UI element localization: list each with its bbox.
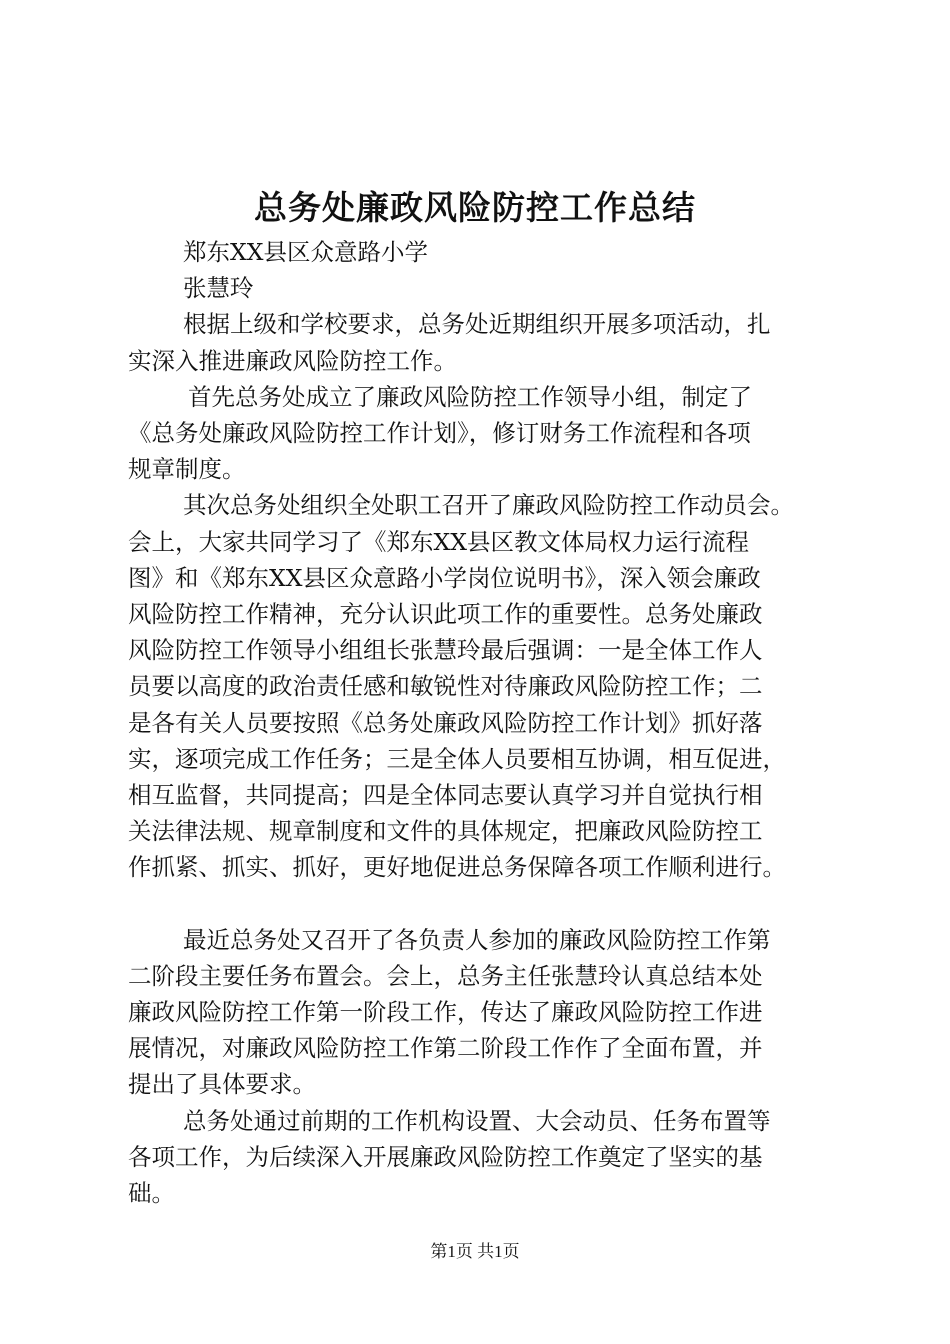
- paragraph-line: 风险防控工作领导小组组长张慧玲最后强调：一是全体工作人: [128, 636, 763, 665]
- paragraph-line: 《总务处廉政风险防控工作计划》，修订财务工作流程和各项: [128, 419, 751, 448]
- paragraph-line: 总务处通过前期的工作机构设置、大会动员、任务布置等: [183, 1106, 771, 1135]
- paragraph-line: 是各有关人员要按照《总务处廉政风险防控工作计划》抓好落: [128, 708, 763, 737]
- school-name: 郑东XX县区众意路小学: [183, 238, 428, 266]
- paragraph-line: 会上，大家共同学习了《郑东XX县区教文体局权力运行流程: [128, 527, 749, 556]
- paragraph-line: 最近总务处又召开了各负责人参加的廉政风险防控工作第: [183, 925, 771, 954]
- document-title: 总务处廉政风险防控工作总结: [254, 188, 696, 227]
- paragraph-line: 实深入推进廉政风险防控工作。: [128, 346, 457, 375]
- paragraph-line: 规章制度。: [128, 455, 246, 484]
- page-footer: 第1页 共1页: [430, 1242, 520, 1261]
- paragraph-line: 员要以高度的政治责任感和敏锐性对待廉政风险防控工作；二: [128, 672, 763, 701]
- document-body: [128, 234, 838, 1211]
- paragraph-line: 风险防控工作精神，充分认识此项工作的重要性。总务处廉政: [128, 600, 763, 629]
- paragraph-line: 作抓紧、抓实、抓好，更好地促进总务保障各项工作顺利进行。: [128, 853, 786, 882]
- paragraph-spacer: [128, 886, 838, 922]
- paragraph-line: 实，逐项完成工作任务；三是全体人员要相互协调，相互促进，: [128, 744, 786, 773]
- paragraph-line: 二阶段主要任务布置会。会上，总务主任张慧玲认真总结本处: [128, 961, 763, 990]
- author-name: 张慧玲: [183, 274, 254, 303]
- paragraph-line: 提出了具体要求。: [128, 1070, 316, 1099]
- paragraph-line: 础。: [128, 1179, 175, 1208]
- paragraph-line: 根据上级和学校要求，总务处近期组织开展多项活动，扎: [183, 310, 771, 339]
- paragraph-line: 首先总务处成立了廉政风险防控工作领导小组，制定了: [188, 382, 752, 411]
- paragraph-line: 各项工作，为后续深入开展廉政风险防控工作奠定了坚实的基: [128, 1142, 763, 1171]
- paragraph-line: 关法律法规、规章制度和文件的具体规定，把廉政风险防控工: [128, 817, 763, 846]
- paragraph-line: 廉政风险防控工作第一阶段工作，传达了廉政风险防控工作进: [128, 998, 763, 1027]
- paragraph-line: 其次总务处组织全处职工召开了廉政风险防控工作动员会。: [183, 491, 794, 520]
- paragraph-line: 相互监督，共同提高；四是全体同志要认真学习并自觉执行相: [128, 781, 763, 810]
- paragraph-line: 展情况，对廉政风险防控工作第二阶段工作作了全面布置，并: [128, 1034, 763, 1063]
- paragraph-line: 图》和《郑东XX县区众意路小学岗位说明书》，深入领会廉政: [128, 563, 761, 592]
